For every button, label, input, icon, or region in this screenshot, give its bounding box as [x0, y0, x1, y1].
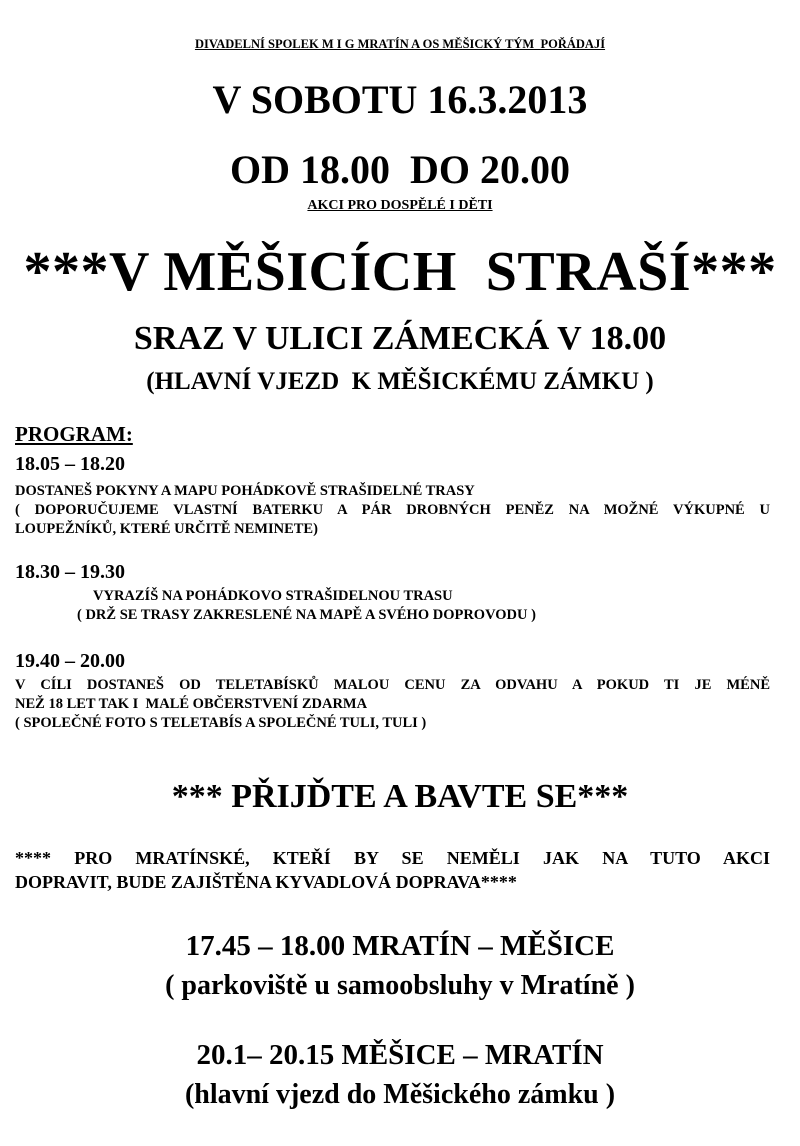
audience-note: AKCI PRO DOSPĚLÉ I DĚTI [307, 198, 493, 213]
meeting-point: SRAZ V ULICI ZÁMECKÁ V 18.00 [133, 320, 667, 357]
program-item-3-line-2: NEŽ 18 LET TAK I MALÉ OBČERSTVENÍ ZDARMA [15, 696, 368, 712]
shuttle-return-route: 20.1– 20.15 MĚŠICE – MRATÍN [196, 1039, 604, 1071]
event-time: OD 18.00 DO 20.00 [230, 147, 570, 192]
program-item-3-line-3: ( SPOLEČNÉ FOTO S TELETABÍS A SPOLEČNÉ TULI, TULI ) [15, 715, 427, 731]
shuttle-return-place: (hlavní vjezd do Měšického zámku ) [184, 1079, 616, 1110]
shuttle-notice-line-2: DOPRAVIT, BUDE ZAJIŠTĚNA KYVADLOVÁ DOPRAVA**** [15, 872, 517, 892]
program-item-2-line-1: VYRAZÍŠ NA POHÁDKOVO STRAŠIDELNOU TRASU [93, 588, 453, 604]
slogan: *** PŘIJĎTE A BAVTE SE*** [171, 778, 629, 815]
meeting-note: (HLAVNÍ VJEZD K MĚŠICKÉMU ZÁMKU ) [146, 368, 654, 395]
shuttle-departure-place: ( parkoviště u samoobsluhy v Mratíně ) [165, 970, 635, 1001]
organizers-line: DIVADELNÍ SPOLEK M I G MRATÍN A OS MĚŠICKÝ TÝM POŘÁDAJÍ [194, 37, 606, 51]
program-item-1-time: 18.05 – 18.20 [15, 453, 125, 475]
program-item-3-time: 19.40 – 20.00 [15, 650, 125, 672]
program-item-1-line-3: LOUPEŽNÍKŮ, KTERÉ URČITĚ NEMINETE) [15, 521, 318, 537]
event-title: ***V MĚŠICÍCH STRAŠÍ*** [23, 241, 777, 303]
shuttle-notice-line-1: **** PRO MRATÍNSKÉ, KTEŘÍ BY SE NEMĚLI JAK NA TUTO AKCI [15, 848, 770, 868]
program-item-1-line-2: ( DOPORUČUJEME VLASTNÍ BATERKU A PÁR DROBNÝCH PENĚZ NA MOŽNÉ VÝKUPNÉ U [15, 502, 770, 518]
program-heading: PROGRAM: [15, 422, 133, 446]
program-item-2-line-2: ( DRŽ SE TRASY ZAKRESLENÉ NA MAPĚ A SVÉHO DOPROVODU ) [77, 607, 536, 623]
program-item-2-time: 18.30 – 19.30 [15, 561, 125, 583]
shuttle-departure-route: 17.45 – 18.00 MRATÍN – MĚŠICE [185, 930, 615, 962]
program-item-1-line-1: DOSTANEŠ POKYNY A MAPU POHÁDKOVĚ STRAŠIDELNÉ TRASY [15, 483, 475, 499]
event-date: V SOBOTU 16.3.2013 [212, 77, 588, 122]
program-item-3-line-1: V CÍLI DOSTANEŠ OD TELETABÍSKŮ MALOU CENU ZA ODVAHU A POKUD TI JE MÉNĚ [15, 677, 770, 693]
